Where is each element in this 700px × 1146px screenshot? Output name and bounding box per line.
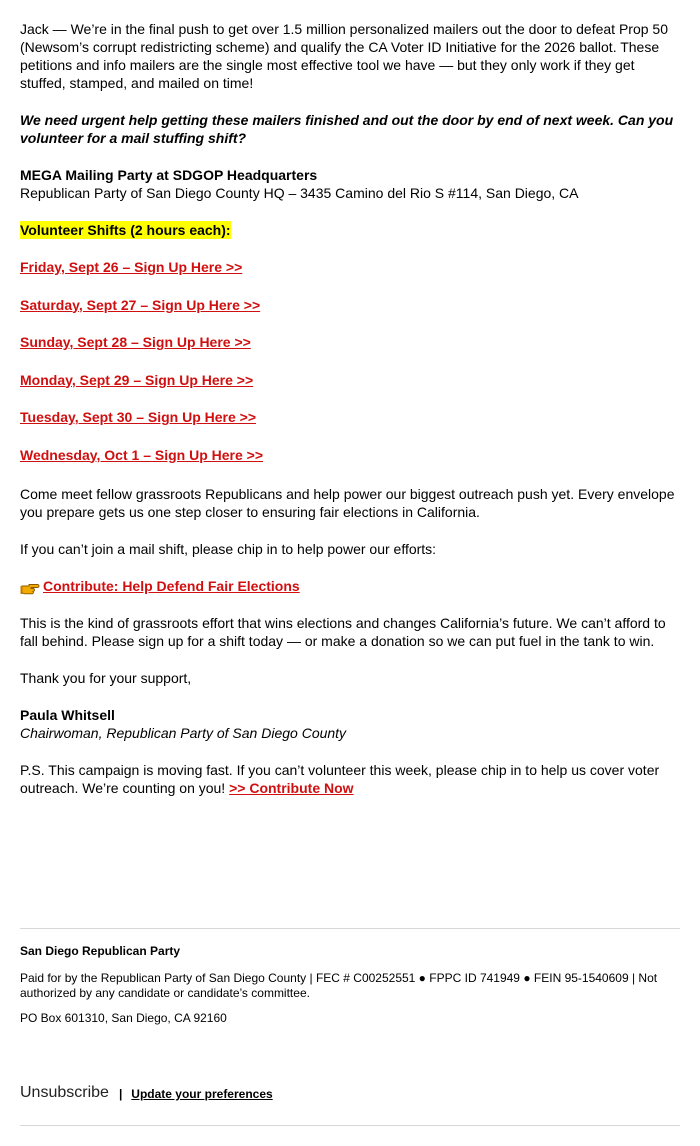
urgent-appeal: We need urgent help getting these mailers finished and out the door by end of next week. Can you volunteer for a mail stuffing shift? [20,112,674,146]
list-item [20,296,680,334]
ps-text: P.S. This campaign is moving fast. If you can’t volunteer this week, please chip in to help us cover voter outreach. We’re counting on you! [20,762,660,796]
list-item [20,446,680,484]
unsubscribe-bar [20,1083,680,1126]
ps-paragraph [20,761,680,797]
contribute-link[interactable]: Contribute: Help Defend Fair Elections [43,578,300,594]
signer-name: Paula Whitsell [20,707,115,723]
list-item [20,408,680,446]
footer-org-name: San Diego Republican Party [20,944,181,958]
shift-link-tuesday[interactable]: Tuesday, Sept 30 – Sign Up Here >> [20,409,257,425]
thanks-line: Thank you for your support, [20,670,192,686]
chip-in-paragraph: If you can’t join a mail shift, please chip in to help power our efforts: [20,541,437,557]
unsubscribe-link[interactable]: Unsubscribe [20,1084,109,1101]
pointing-hand-icon [20,581,40,595]
email-footer [20,928,680,1026]
intro-paragraph: Jack — We’re in the final push to get over 1.5 million personalized mailers out the door to defeat Prop 50 (Newsom’s corrupt redistricting scheme) and qualify the CA Voter ID Initiative for the 2026 ballot. These petitions and info mailers are the single most effective tool we have — but they only work if they get stuffed, stamped, and mailed on time! [20,21,668,91]
list-item [20,371,680,409]
shift-link-friday[interactable]: Friday, Sept 26 – Sign Up Here >> [20,259,243,275]
email-body [20,20,680,797]
update-preferences-link[interactable]: Update your preferences [131,1087,273,1101]
wins-paragraph: This is the kind of grassroots effort that wins elections and changes California’s future. We can’t afford to fall behind. Please sign up for a shift today — or make a donation so we can put fuel in the tank to win. [20,615,666,649]
shift-list [20,258,680,483]
list-item [20,258,680,296]
link-separator: | [118,1087,123,1101]
shift-link-saturday[interactable]: Saturday, Sept 27 – Sign Up Here >> [20,296,261,313]
event-address: Republican Party of San Diego County HQ – 3435 Camino del Rio S #114, San Diego, CA [20,185,579,201]
list-item [20,333,680,371]
event-title: MEGA Mailing Party at SDGOP Headquarters [20,167,318,183]
po-box-address: PO Box 601310, San Diego, CA 92160 [20,1011,227,1025]
shift-link-wednesday[interactable]: Wednesday, Oct 1 – Sign Up Here >> [20,446,264,463]
shift-link-monday[interactable]: Monday, Sept 29 – Sign Up Here >> [20,371,254,388]
contribute-now-link[interactable]: >> Contribute Now [229,780,354,796]
signer-title: Chairwoman, Republican Party of San Diego County [20,725,347,741]
meet-paragraph: Come meet fellow grassroots Republicans and help power our biggest outreach push yet. Every envelope you prepare gets us one step closer to ensuring fair elections in California. [20,486,675,520]
shifts-heading: Volunteer Shifts (2 hours each): [20,222,231,238]
paid-for-disclaimer: Paid for by the Republican Party of San Diego County | FEC # C00252551 ● FPPC ID 741949 ● FEIN 95-1540609 | Not authorized by any candidate or candidate’s committee. [20,971,658,1000]
contribute-line [20,577,680,595]
shift-link-sunday[interactable]: Sunday, Sept 28 – Sign Up Here >> [20,334,251,350]
